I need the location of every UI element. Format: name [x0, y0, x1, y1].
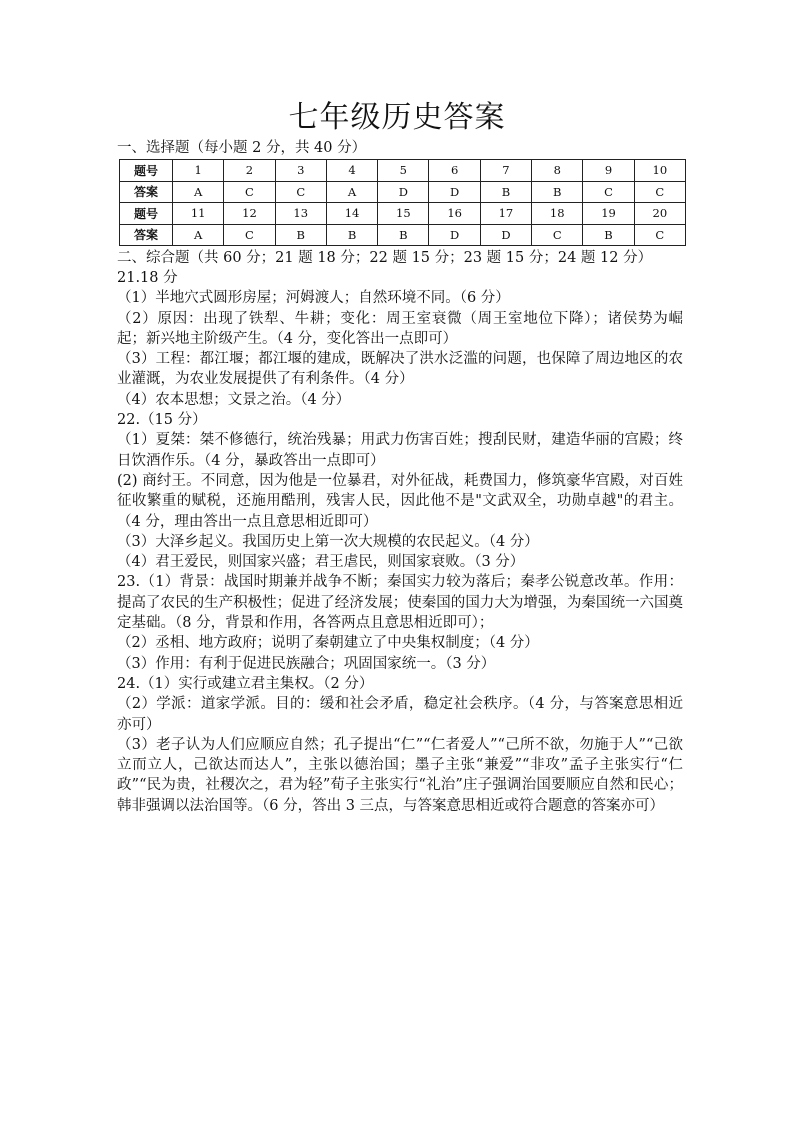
table-cell: B [583, 224, 634, 246]
table-cell: 15 [378, 203, 429, 225]
table-cell: C [634, 224, 685, 246]
table-cell: B [275, 224, 326, 246]
section2-heading: 二、综合题（共 60 分；21 题 18 分；22 题 15 分；23 题 15 分；24 题 12 分） [117, 250, 653, 266]
table-cell: 16 [429, 203, 480, 225]
table-cell: 2 [224, 160, 275, 182]
table-cell: C [275, 181, 326, 203]
answer-line: （2）丞相、地方政府；说明了秦朝建立了中央集权制度；（4 分） [117, 635, 539, 652]
table-cell: 5 [378, 160, 429, 182]
table-cell: 6 [429, 160, 480, 182]
table-cell: B [378, 224, 429, 246]
answer-line: （1）半地穴式圆形房屋；河姆渡人；自然环境不同。（6 分） [117, 290, 510, 307]
answer-line: 23.（1）背景：战国时期兼并战争不断；秦国实力较为落后；秦孝公锐意改革。作用：提高了农民的生产积极性；促进了经济发展；使秦国的国力大为增强，为秦国统一六国奠定基础。（8 分，背景和作用，各答两点且意思相近即可）； [117, 574, 683, 632]
table-cell: 8 [532, 160, 583, 182]
table-cell: C [532, 224, 583, 246]
row-label: 题号 [120, 203, 173, 225]
table-cell: 1 [173, 160, 224, 182]
table-row [120, 203, 686, 225]
table-cell: 3 [275, 160, 326, 182]
answer-line: 24.（1）实行或建立君主集权。（2 分） [117, 675, 374, 692]
table-row [120, 160, 686, 182]
answer-content [117, 268, 683, 816]
answer-line: （2）学派：道家学派。目的：缓和社会矛盾，稳定社会秩序。（4 分，与答案意思相近亦可） [117, 696, 683, 733]
answer-line: （3）工程：都江堰；都江堰的建成，既解决了洪水泛滥的问题，也保障了周边地区的农业灌溉，为农业发展提供了有利条件。（4 分） [117, 351, 683, 388]
table-cell: C [583, 181, 634, 203]
table-cell: A [326, 181, 377, 203]
answer-table [119, 159, 686, 246]
table-cell: 11 [173, 203, 224, 225]
row-label: 答案 [120, 224, 173, 246]
table-cell: 12 [224, 203, 275, 225]
table-cell: A [173, 181, 224, 203]
table-cell: 13 [275, 203, 326, 225]
row-label: 答案 [120, 181, 173, 203]
table-cell: 9 [583, 160, 634, 182]
answer-line: （4）农本思想；文景之治。（4 分） [117, 391, 351, 408]
answer-line: （2）原因：出现了铁犁、牛耕；变化：周王室衰微（周王室地位下降）；诸侯势为崛起；新兴地主阶级产生。（4 分，变化答出一点即可） [117, 310, 683, 347]
answer-line: (2) 商纣王。不同意，因为他是一位暴君，对外征战，耗费国力，修筑豪华宫殿，对百姓征收繁重的赋税，还施用酷刑，残害人民，因此他不是"文武双全，功勋卓越"的君主。（4 分，理由答出一点且意思相近即可） [117, 472, 683, 530]
answer-line: 21.18 分 [117, 270, 178, 286]
answer-line: （1）夏桀：桀不修德行，统治残暴；用武力伤害百姓；搜刮民财，建造华丽的宫殿；终日饮酒作乐。（4 分，暴政答出一点即可） [117, 432, 683, 469]
table-cell: D [429, 224, 480, 246]
table-cell: C [224, 224, 275, 246]
table-cell: 18 [532, 203, 583, 225]
table-cell: 7 [480, 160, 531, 182]
table-cell: 20 [634, 203, 685, 225]
section1-heading: 一、选择题（每小题 2 分，共 40 分） [117, 140, 367, 156]
table-cell: D [378, 181, 429, 203]
row-label: 题号 [120, 160, 173, 182]
table-cell: 14 [326, 203, 377, 225]
table-row [120, 181, 686, 203]
table-cell: C [634, 181, 685, 203]
table-cell: B [326, 224, 377, 246]
table-cell: D [429, 181, 480, 203]
table-cell: C [224, 181, 275, 203]
table-cell: A [173, 224, 224, 246]
table-row [120, 224, 686, 246]
answer-line: （3）大泽乡起义。我国历史上第一次大规模的农民起义。（4 分） [117, 533, 539, 550]
answer-line: 22.（15 分） [117, 412, 207, 429]
answer-line: （3）老子认为人们应顺应自然；孔子提出“仁”“仁者爱人”“己所不欲，勿施于人”“己欲立而立人，己欲达而达人”，主张以德治国；墨子主张“兼爱”“非攻”孟子主张实行“仁政”“民为贵，社稷次之，君为轻”荀子主张实行“礼治”庄子强调治国要顺应自然和民心；韩非强调以法治国等。（6 分，答出 3 三点，与答案意思相近或符合题意的答案亦可） [117, 736, 683, 814]
answer-line: （3）作用：有利于促进民族融合；巩固国家统一。（3 分） [117, 655, 496, 672]
table-cell: 19 [583, 203, 634, 225]
answer-line: （4）君王爱民，则国家兴盛；君王虐民，则国家衰败。（3 分） [117, 554, 525, 571]
page-title: 七年级历史答案 [288, 100, 506, 135]
table-cell: D [480, 224, 531, 246]
table-cell: 10 [634, 160, 685, 182]
table-cell: B [532, 181, 583, 203]
table-cell: 17 [480, 203, 531, 225]
table-cell: 4 [326, 160, 377, 182]
table-cell: B [480, 181, 531, 203]
